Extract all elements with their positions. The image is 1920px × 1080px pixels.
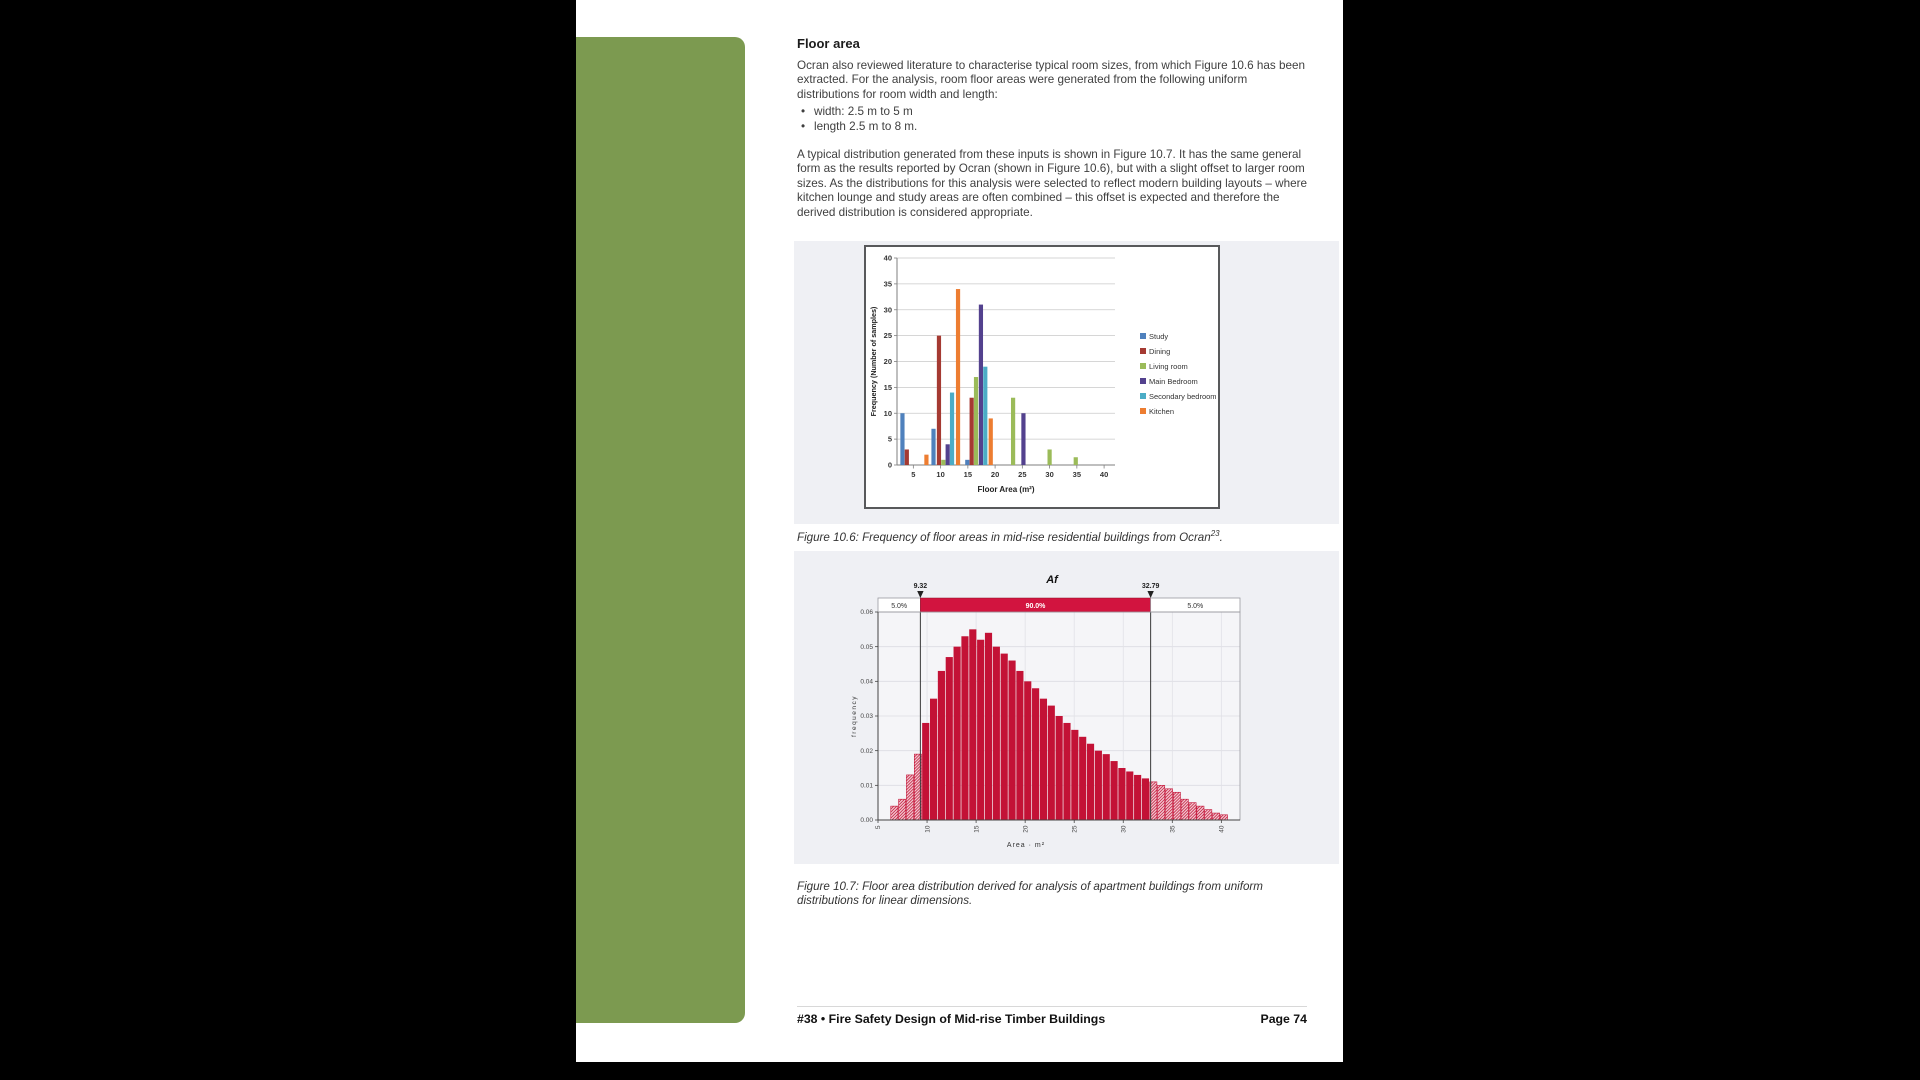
chart-title: Af xyxy=(1046,574,1058,586)
bar xyxy=(900,413,904,465)
svg-text:40: 40 xyxy=(883,253,892,263)
x-axis-title: Area · m² xyxy=(1006,842,1046,849)
percentile-value: 9.32 xyxy=(913,583,928,590)
legend-label: Main Bedroom xyxy=(1149,377,1198,386)
bar xyxy=(977,640,984,820)
bar xyxy=(979,305,983,465)
svg-text:0.05: 0.05 xyxy=(860,643,873,651)
bar-chart-frame xyxy=(864,245,1220,509)
bar xyxy=(950,393,954,465)
bar xyxy=(1087,744,1094,820)
svg-text:0.06: 0.06 xyxy=(860,609,873,617)
footer-rule xyxy=(797,1006,1307,1007)
svg-text:15: 15 xyxy=(963,470,973,479)
bar xyxy=(1063,723,1070,820)
footer-title: #38 • Fire Safety Design of Mid-rise Timber Buildings xyxy=(797,1012,1106,1026)
caption-period: . xyxy=(1219,530,1223,544)
bar xyxy=(1048,449,1052,465)
svg-text:30: 30 xyxy=(1045,470,1054,479)
legend-swatch xyxy=(1140,378,1146,384)
band-mid-label: 90.0% xyxy=(1025,603,1046,610)
svg-text:0.00: 0.00 xyxy=(860,817,873,825)
svg-text:15: 15 xyxy=(883,382,892,392)
bar xyxy=(969,629,976,820)
svg-text:5: 5 xyxy=(887,434,892,444)
bar xyxy=(1079,737,1086,820)
sidebar-accent-band xyxy=(576,37,745,1023)
bar xyxy=(946,444,950,465)
legend-swatch xyxy=(1140,333,1146,339)
svg-text:25: 25 xyxy=(1018,470,1027,479)
svg-text:0.03: 0.03 xyxy=(860,713,873,721)
bar xyxy=(961,636,968,820)
svg-text:35: 35 xyxy=(883,279,892,289)
y-axis-title: frequency xyxy=(851,694,858,738)
svg-text:0: 0 xyxy=(887,460,892,470)
bar xyxy=(965,460,969,465)
bar xyxy=(930,699,937,820)
bar xyxy=(1126,771,1133,820)
svg-text:0.04: 0.04 xyxy=(860,678,873,686)
bar xyxy=(1134,775,1141,820)
caption-superscript: 23 xyxy=(1210,529,1220,538)
bar xyxy=(974,377,978,465)
bar xyxy=(1071,730,1078,820)
legend-label: Kitchen xyxy=(1149,407,1175,416)
bullet-list xyxy=(801,105,917,135)
histogram-10-7 xyxy=(794,551,1339,864)
section-heading: Floor area xyxy=(797,36,860,51)
bar xyxy=(946,657,953,820)
bar xyxy=(1040,699,1047,820)
svg-text:10: 10 xyxy=(924,825,932,833)
svg-text:0.01: 0.01 xyxy=(860,782,873,790)
paragraph-discussion: A typical distribution generated from these inputs is shown in Figure 10.7. It has the same general form as the results reported by Ocran (shown in Figure 10.6), but with a slight offset to larger room sizes. As the distributions for this analysis were selected to reflect modern building layouts – where kitchen lounge and study areas are often combined – this offset is expected and therefore the derived distribution is considered appropriate. xyxy=(797,148,1307,219)
bar xyxy=(924,455,928,465)
svg-text:35: 35 xyxy=(1072,470,1082,479)
x-axis-title: Floor Area (m²) xyxy=(977,485,1035,494)
bar xyxy=(1074,457,1078,465)
svg-text:25: 25 xyxy=(1071,825,1079,833)
bar xyxy=(1056,716,1063,820)
bar xyxy=(1001,654,1008,820)
bar xyxy=(1024,681,1031,820)
bar xyxy=(1011,398,1015,465)
svg-text:5: 5 xyxy=(911,470,916,479)
svg-text:30: 30 xyxy=(883,305,892,315)
bar xyxy=(1118,768,1125,820)
figure-caption-10-7: Figure 10.7: Floor area distribution derived for analysis of apartment buildings from uniform distributions for linear dimensions. xyxy=(797,880,1263,908)
percentile-marker xyxy=(917,591,923,598)
legend-swatch xyxy=(1140,393,1146,399)
bar xyxy=(922,723,929,820)
bar xyxy=(1048,706,1055,820)
svg-text:10: 10 xyxy=(936,470,945,479)
figure-caption-10-6 xyxy=(797,527,1311,545)
svg-text:40: 40 xyxy=(1099,470,1109,479)
bar xyxy=(985,633,992,820)
paragraph-intro: Ocran also reviewed literature to characterise typical room sizes, from which Figure 10.6 has been extracted. For the analysis, room floor areas were generated from the following uniform distributions for room width and length: xyxy=(797,59,1305,101)
svg-text:20: 20 xyxy=(990,470,1000,479)
svg-text:30: 30 xyxy=(1120,825,1128,833)
bar xyxy=(970,398,974,465)
bar xyxy=(1032,688,1039,820)
page-footer xyxy=(797,1012,1307,1026)
svg-text:35: 35 xyxy=(1169,825,1177,833)
document-page xyxy=(576,0,1343,1062)
bar xyxy=(941,460,945,465)
legend-swatch xyxy=(1140,363,1146,369)
legend-swatch xyxy=(1140,408,1146,414)
figure-panel-10-7 xyxy=(794,551,1339,864)
bar xyxy=(1021,413,1025,465)
legend-label: Study xyxy=(1149,332,1169,341)
svg-text:0.02: 0.02 xyxy=(860,747,873,755)
figure-panel-10-6 xyxy=(794,241,1339,524)
bar xyxy=(1095,751,1102,820)
bar xyxy=(993,647,1000,820)
bar xyxy=(983,367,987,465)
bar xyxy=(1008,661,1015,820)
legend-swatch xyxy=(1140,348,1146,354)
svg-text:10: 10 xyxy=(883,408,892,418)
band-low-label: 5.0% xyxy=(891,603,908,610)
footer-page-number: Page 74 xyxy=(1260,1012,1307,1026)
svg-text:5: 5 xyxy=(875,825,883,830)
bar-chart-10-6 xyxy=(864,245,1220,509)
bar xyxy=(905,449,909,465)
bar xyxy=(1103,754,1110,820)
bar xyxy=(1142,778,1149,820)
percentile-marker xyxy=(1147,591,1153,598)
caption-text: Figure 10.6: Frequency of floor areas in mid-rise residential buildings from Ocran xyxy=(797,530,1211,544)
legend-label: Secondary bedroom xyxy=(1149,392,1217,401)
svg-text:20: 20 xyxy=(1022,825,1030,833)
svg-text:20: 20 xyxy=(883,357,892,366)
legend-label: Dining xyxy=(1149,347,1171,356)
legend-label: Living room xyxy=(1149,362,1188,371)
bar xyxy=(1016,671,1023,820)
band-high-label: 5.0% xyxy=(1187,603,1204,610)
svg-text:25: 25 xyxy=(883,331,892,341)
svg-text:40: 40 xyxy=(1218,825,1226,833)
svg-text:15: 15 xyxy=(973,825,981,833)
bar xyxy=(938,671,945,820)
bar xyxy=(931,429,935,465)
bar xyxy=(989,418,993,465)
bar xyxy=(937,336,941,465)
bullet-item-length: • length 2.5 m to 8 m. xyxy=(801,120,917,135)
y-axis-title: Frequency (Number of samples) xyxy=(869,306,878,417)
bar xyxy=(1111,761,1118,820)
percentile-value: 32.79 xyxy=(1141,583,1160,590)
bar xyxy=(954,647,961,820)
bar xyxy=(956,289,960,465)
percentile-band xyxy=(878,583,1240,612)
bullet-item-width: • width: 2.5 m to 5 m xyxy=(801,105,917,120)
